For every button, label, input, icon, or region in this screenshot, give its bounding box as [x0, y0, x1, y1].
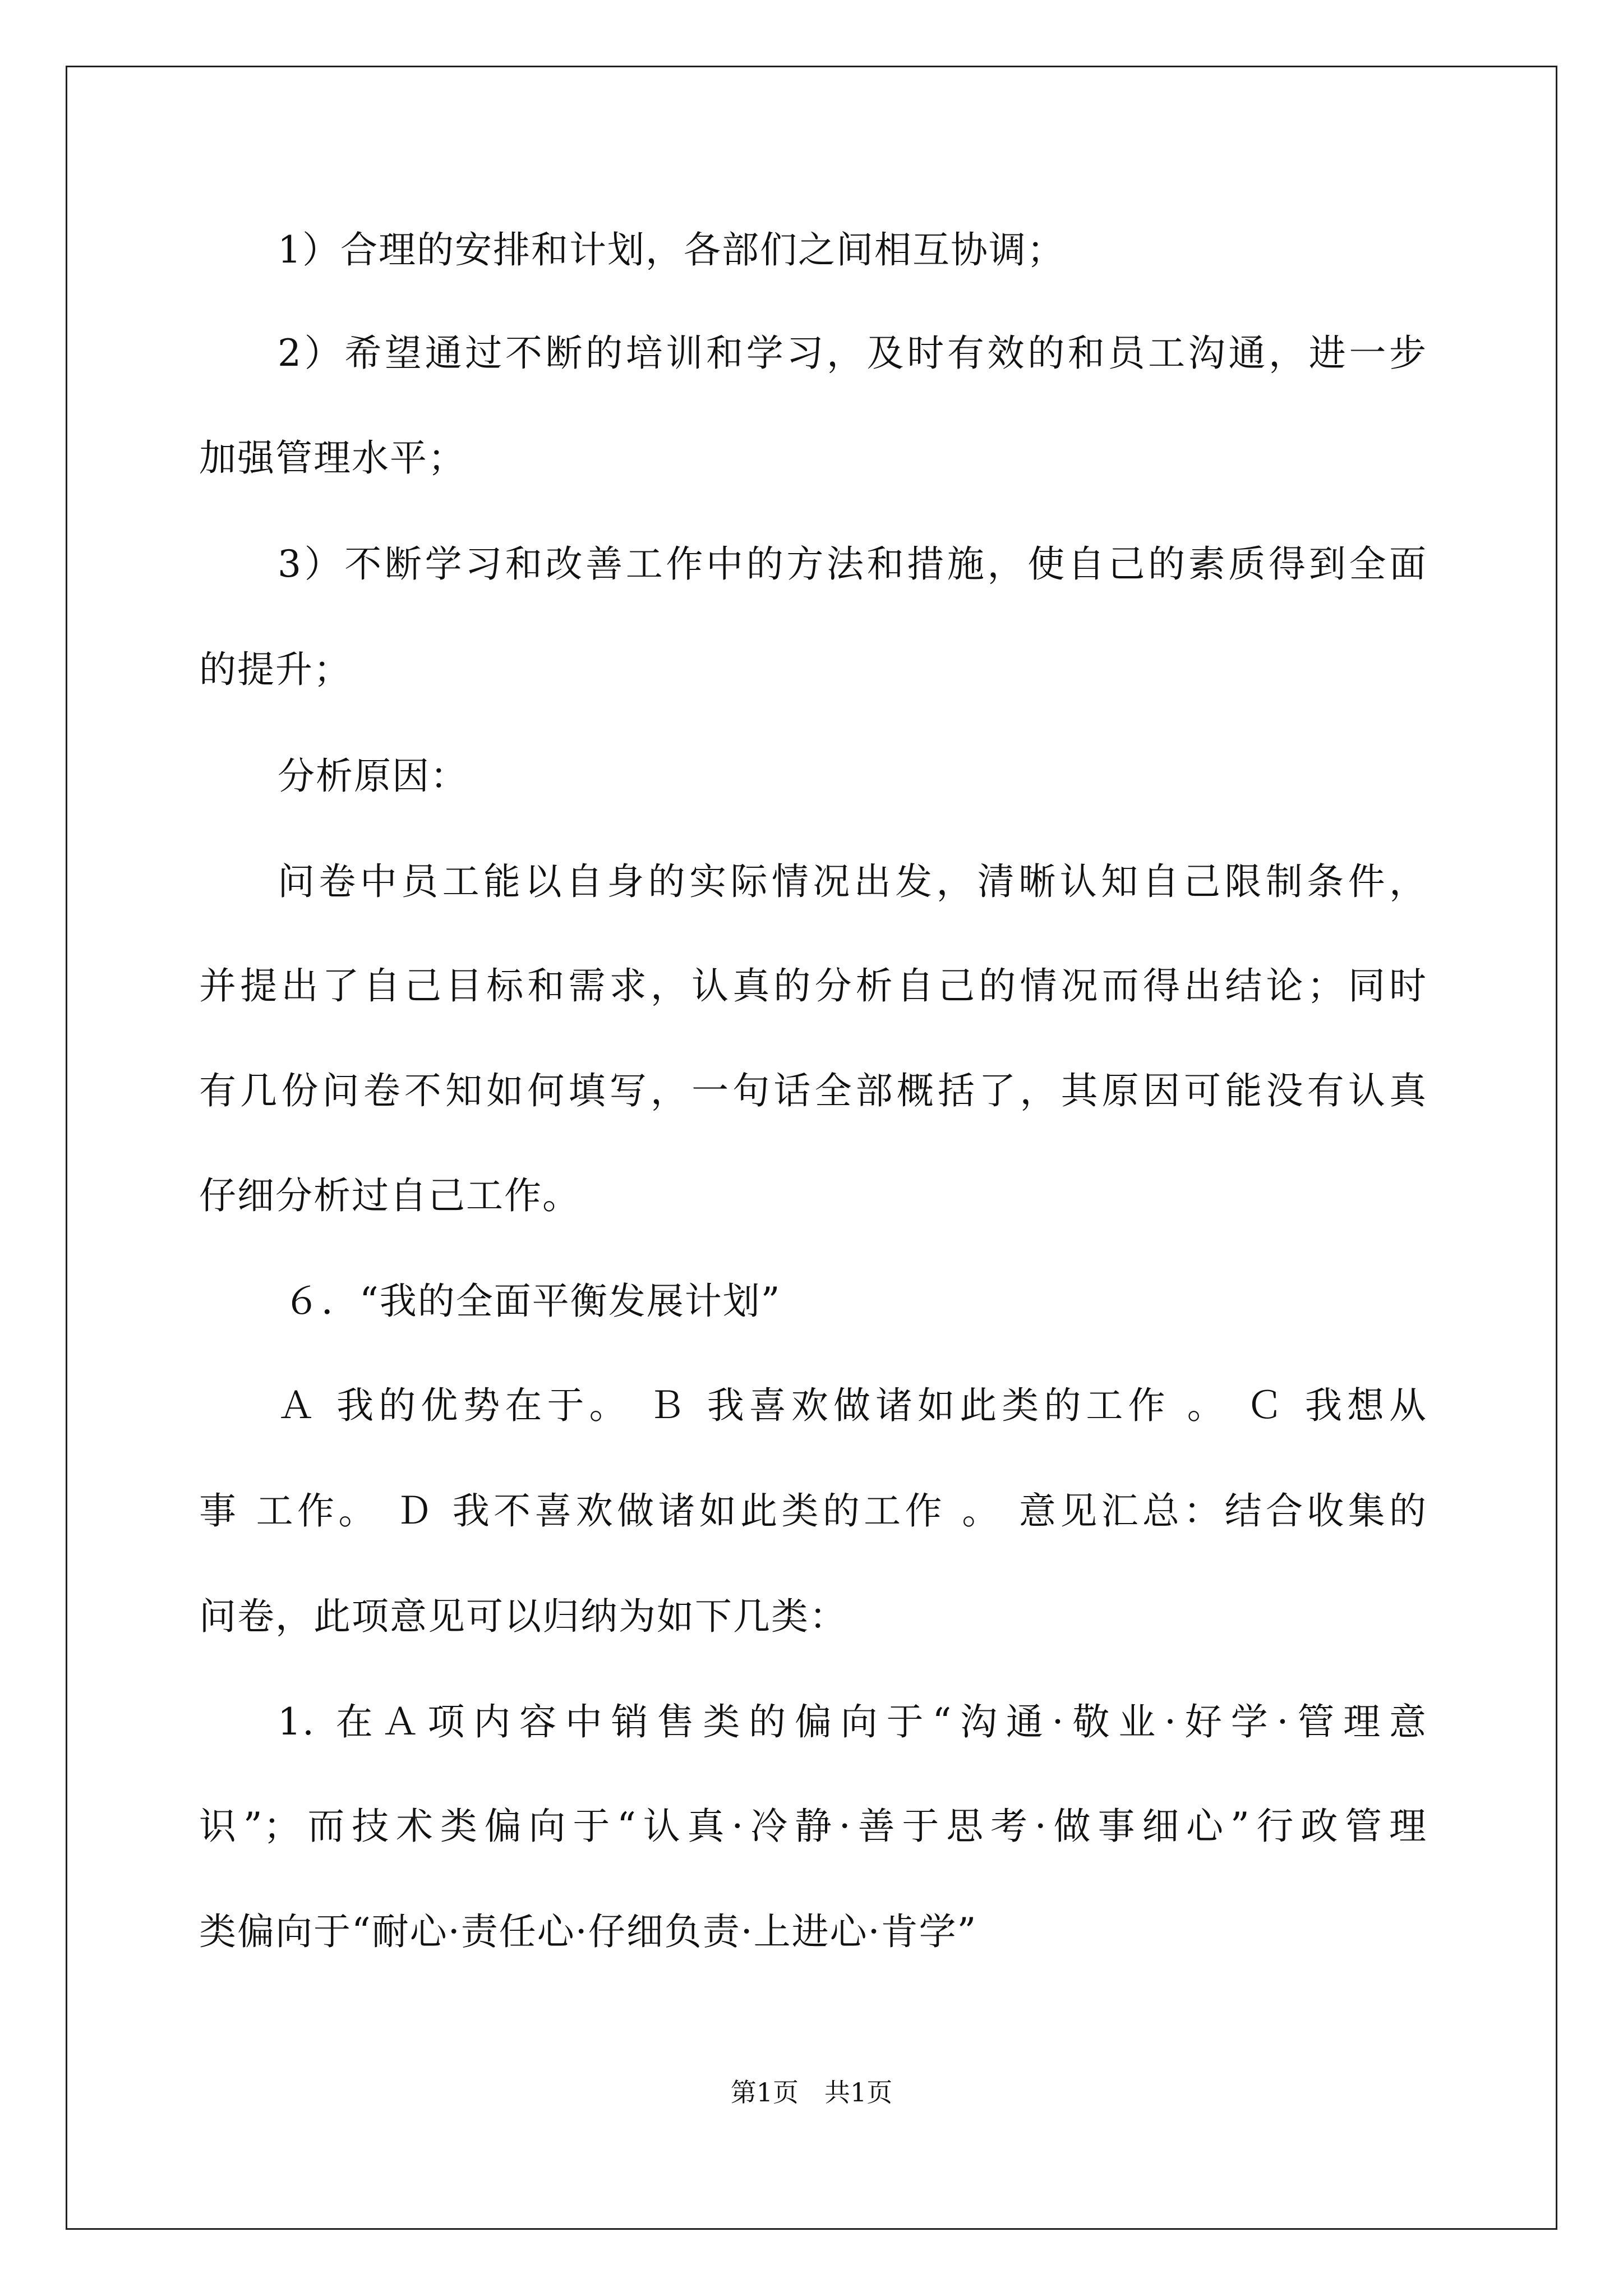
body-line: 并提出了自己目标和需求，认真的分析自己的情况而得出结论；同时 — [199, 964, 1427, 1007]
body-line: 问卷中员工能以自身的实际情况出发，清晰认知自己限制条件， — [278, 860, 1427, 903]
body-line: 3）不断学习和改善工作中的方法和措施，使自己的素质得到全面 — [278, 542, 1427, 586]
section-heading: 分析原因： — [278, 754, 468, 798]
section-heading: ６．“我的全面平衡发展计划” — [283, 1280, 781, 1323]
body-line: 的提升； — [199, 648, 352, 691]
page-border — [66, 66, 1557, 2230]
body-line: Ａ 我的优势在于。 Ｂ 我喜欢做诸如此类的工作 。 Ｃ 我想从 — [278, 1384, 1427, 1427]
body-line: 仔细分析过自己工作。 — [199, 1174, 580, 1217]
page-footer: 第1页 共1页 — [730, 2077, 893, 2108]
body-line: 2）希望通过不断的培训和学习，及时有效的和员工沟通，进一步 — [278, 332, 1427, 375]
body-line: 问卷，此项意见可以归纳为如下几类： — [199, 1595, 847, 1638]
body-line: 1）合理的安排和计划，各部们之间相互协调； — [278, 228, 1065, 272]
body-line: 有几份问卷不知如何填写，一句话全部概括了，其原因可能没有认真 — [199, 1069, 1427, 1112]
body-line: 事 工作。 Ｄ 我不喜欢做诸如此类的工作 。 意见汇总：结合收集的 — [199, 1489, 1427, 1533]
body-line: 类偏向于“耐心·责任心·仔细负责·上进心·肯学” — [199, 1910, 978, 1953]
body-line: 识”；而技术类偏向于“认真·冷静·善于思考·做事细心”行政管理 — [199, 1805, 1427, 1848]
body-line: 1. 在Ａ项内容中销售类的偏向于“沟通·敬业·好学·管理意 — [278, 1700, 1427, 1743]
body-line: 加强管理水平； — [199, 436, 466, 480]
